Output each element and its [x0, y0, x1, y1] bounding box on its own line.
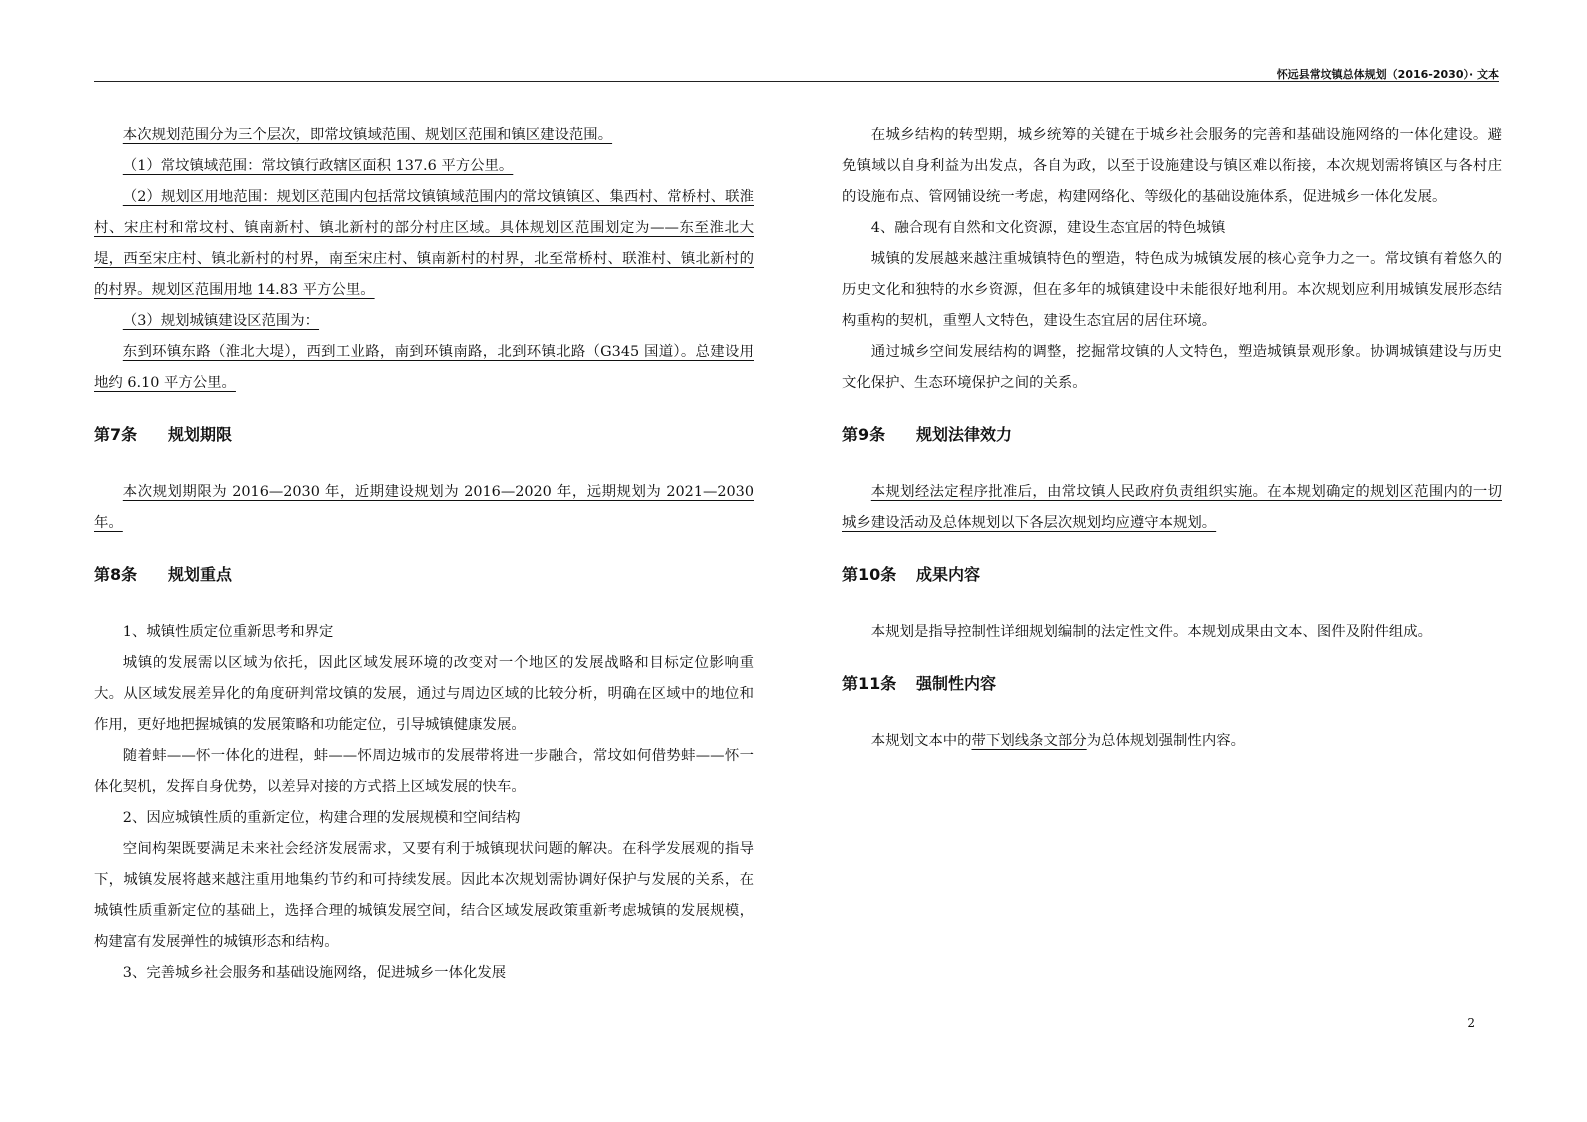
- right-paragraph-3: 通过城乡空间发展结构的调整，挖掘常坟镇的人文特色，塑造城镇景观形象。协调城镇建设与历史文化保护、生态环境保护之间的关系。: [842, 344, 1502, 391]
- article-11-text-pre: 本规划文本中的: [870, 733, 972, 749]
- article-7-title: 规划期限: [168, 425, 233, 444]
- article-10-number: 第10条: [842, 565, 897, 584]
- scope-intro: 本次规划范围分为三个层次，即常坟镇域范围、规划区范围和镇区建设范围。: [122, 127, 613, 143]
- article-11-text: [842, 726, 1502, 757]
- article-9-title: 规划法律效力: [916, 425, 1013, 444]
- article-10-heading: [842, 563, 1502, 587]
- article-10-title: 成果内容: [916, 565, 981, 584]
- scope-item-3: 东到环镇东路（淮北大堤），西到工业路，南到环镇南路，北到环镇北路（G345 国道）。总建设用地约 6.10 平方公里。: [94, 344, 754, 391]
- article-9-text: 本规划经法定程序批准后，由常坟镇人民政府负责组织实施。在本规划确定的规划区范围内的一切城乡建设活动及总体规划以下各层次规划均应遵守本规划。: [842, 484, 1502, 531]
- article-11-heading: [842, 672, 1502, 696]
- right-column: [842, 120, 1502, 757]
- article-9-number: 第9条: [842, 425, 886, 444]
- article-8-paragraph-2: 随着蚌——怀一体化的进程，蚌——怀周边城市的发展带将进一步融合，常坟如何借势蚌——怀一体化契机，发挥自身优势，以差异对接的方式搭上区域发展的快车。: [94, 748, 754, 795]
- article-11-text-post: 为总体规划强制性内容。: [1086, 733, 1245, 749]
- left-column: [94, 120, 754, 989]
- article-8-paragraph-1: 城镇的发展需以区域为依托，因此区域发展环境的改变对一个地区的发展战略和目标定位影响重大。从区域发展差异化的角度研判常坟镇的发展，通过与周边区域的比较分析，明确在区域中的地位和作用，更好地把握城镇的发展策略和功能定位，引导城镇健康发展。: [94, 655, 754, 733]
- header-title: 怀远县常坟镇总体规划（2016-2030）· 文本: [1276, 68, 1499, 81]
- header-rule: [94, 81, 1499, 82]
- right-paragraph-1: 在城乡结构的转型期，城乡统筹的关键在于城乡社会服务的完善和基础设施网络的一体化建设。避免镇域以自身利益为出发点，各自为政，以至于设施建设与镇区难以衔接，本次规划需将镇区与各村庄的设施布点、管网铺设统一考虑，构建网络化、等级化的基础设施体系，促进城乡一体化发展。: [842, 127, 1502, 205]
- article-11-title: 强制性内容: [916, 674, 997, 693]
- article-10-text: 本规划是指导控制性详细规划编制的法定性文件。本规划成果由文本、图件及附件组成。: [870, 624, 1433, 640]
- article-11-number: 第11条: [842, 674, 897, 693]
- article-7-text: 本次规划期限为 2016—2030 年，近期建设规划为 2016—2020 年，远期规划为 2021—2030 年。: [94, 484, 754, 531]
- article-9-heading: [842, 423, 1502, 447]
- article-7-number: 第7条: [94, 425, 138, 444]
- scope-item-1: （1）常坟镇域范围：常坟镇行政辖区面积 137.6 平方公里。: [122, 158, 514, 174]
- article-8-title: 规划重点: [168, 565, 233, 584]
- scope-item-3-title: （3）规划城镇建设区范围为：: [122, 313, 320, 329]
- page-number: 2: [1467, 1016, 1475, 1030]
- article-8-paragraph-3: 空间构架既要满足未来社会经济发展需求，又要有利于城镇现状问题的解决。在科学发展观的指导下，城镇发展将越来越注重用地集约节约和可持续发展。因此本次规划需协调好保护与发展的关系，在城镇性质重新定位的基础上，选择合理的城镇发展空间，结合区域发展政策重新考虑城镇的发展规模，构建富有发展弹性的城镇形态和结构。: [94, 841, 754, 950]
- article-11-text-underlined: 带下划线条文部分: [971, 733, 1087, 749]
- article-8-subheading-3: 3、完善城乡社会服务和基础设施网络，促进城乡一体化发展: [122, 965, 507, 981]
- article-8-number: 第8条: [94, 565, 138, 584]
- article-7-heading: [94, 423, 754, 447]
- article-8-heading: [94, 563, 754, 587]
- right-subheading-4: 4、融合现有自然和文化资源，建设生态宜居的特色城镇: [870, 220, 1226, 236]
- article-8-subheading-1: 1、城镇性质定位重新思考和界定: [122, 624, 334, 640]
- right-paragraph-2: 城镇的发展越来越注重城镇特色的塑造，特色成为城镇发展的核心竞争力之一。常坟镇有着悠久的历史文化和独特的水乡资源，但在多年的城镇建设中未能很好地利用。本次规划应利用城镇发展形态结构重构的契机，重塑人文特色，建设生态宜居的居住环境。: [842, 251, 1502, 329]
- scope-item-2: （2）规划区用地范围：规划区范围内包括常坟镇镇域范围内的常坟镇镇区、集西村、常桥村、联淮村、宋庄村和常坟村、镇南新村、镇北新村的部分村庄区域。具体规划区范围划定为——东至淮北大堤，西至宋庄村、镇北新村的村界，南至宋庄村、镇南新村的村界，北至常桥村、联淮村、镇北新村的的村界。规划区范围用地 14.83 平方公里。: [94, 189, 754, 298]
- article-8-subheading-2: 2、因应城镇性质的重新定位，构建合理的发展规模和空间结构: [122, 810, 521, 826]
